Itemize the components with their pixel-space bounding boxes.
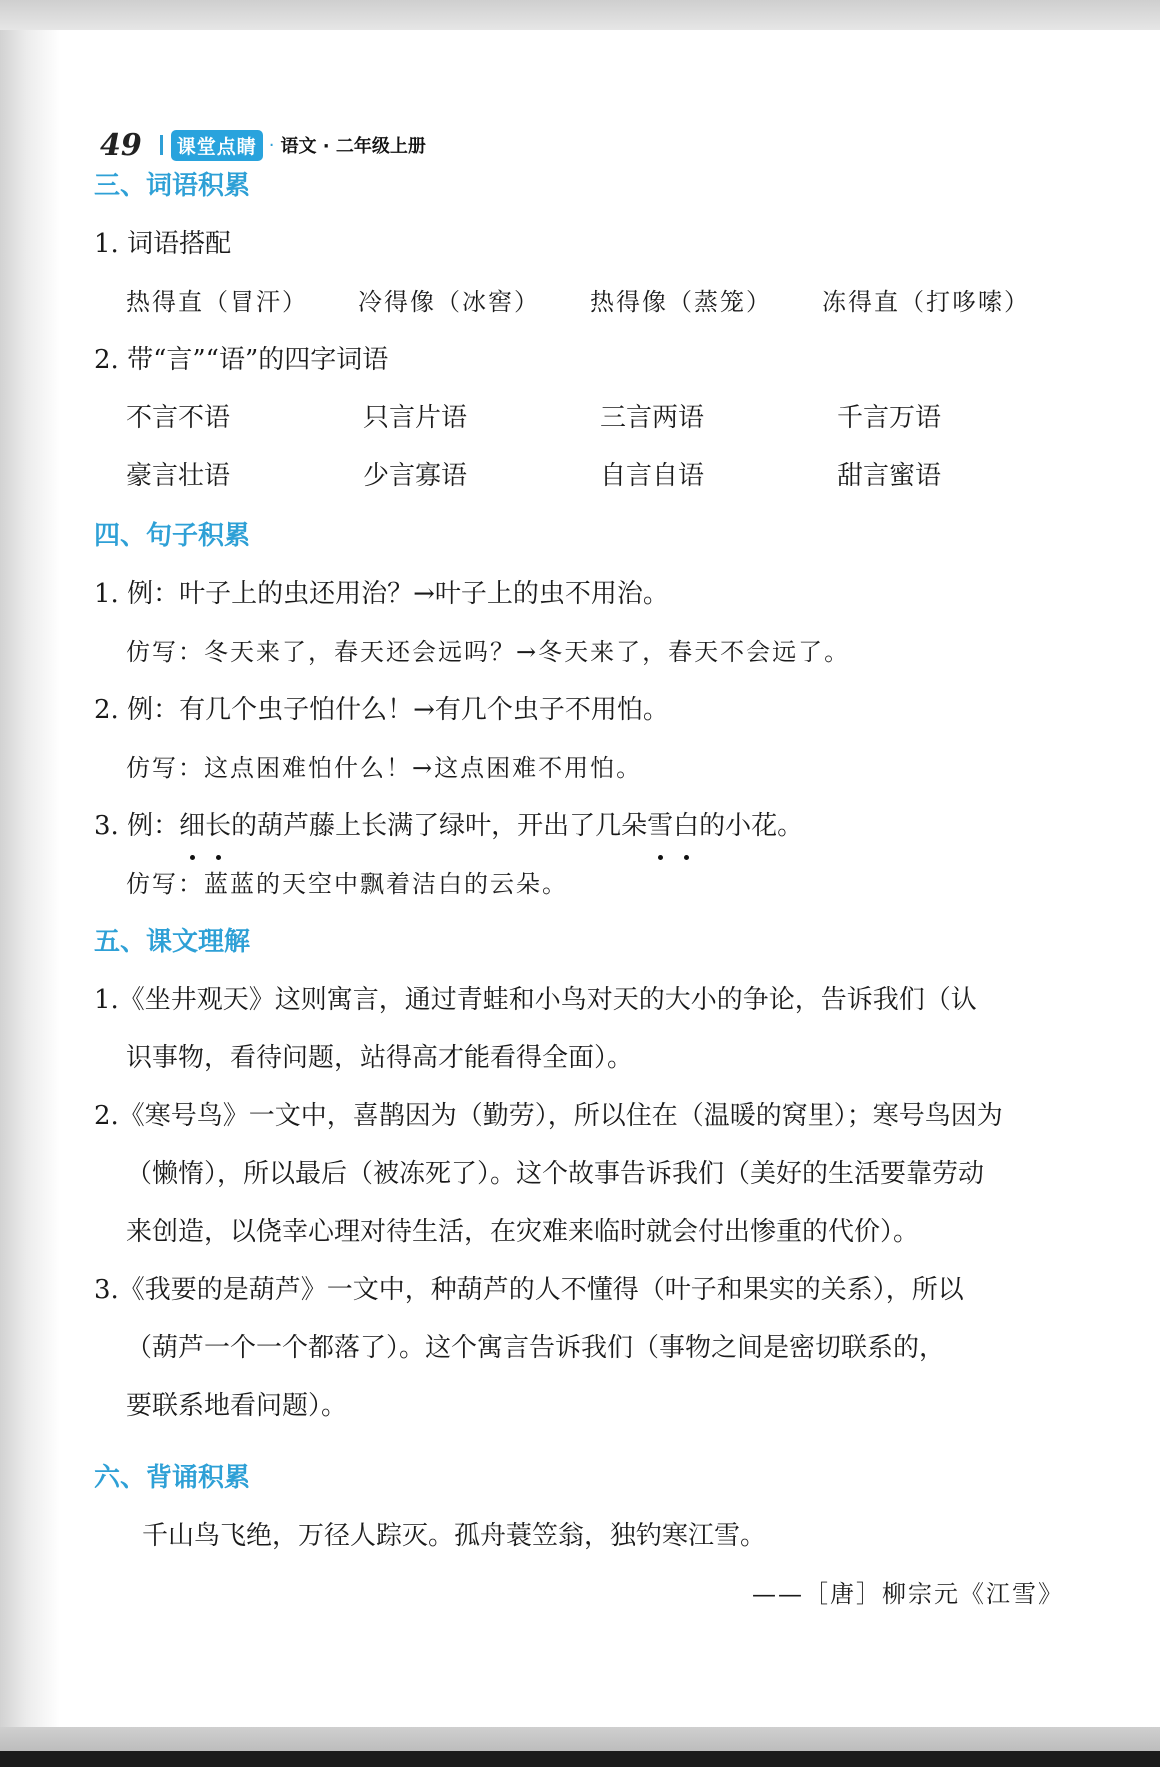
- imitation-answer: 仿写：冬天来了，春天还会远吗？→冬天来了，春天不会远了。: [126, 638, 851, 666]
- viewer-top-band: [0, 0, 1160, 30]
- emphasized-char: 长: [205, 811, 232, 841]
- idiom-row: [94, 447, 1074, 505]
- viewer-bottom-band: [0, 1727, 1160, 1767]
- section-title: 五、课文理解: [94, 927, 251, 957]
- question-label: 1. 词语搭配: [94, 229, 232, 259]
- section-title: 六、背诵积累: [94, 1463, 251, 1493]
- paragraph-line: 来创造，以侥幸心理对待生活，在灾难来临时就会付出惨重的代价）。: [126, 1217, 920, 1247]
- imitation-answer: 仿写：这点困难怕什么！→这点困难不用怕。: [126, 754, 643, 782]
- emphasized-char: 雪: [647, 811, 674, 841]
- section-recitation: [94, 1449, 1074, 1623]
- poem-source: ——［唐］柳宗元《江雪》: [752, 1580, 1064, 1608]
- word-pair: 热得直（冒汗）: [126, 288, 308, 316]
- paragraph-line: 要联系地看问题）。: [126, 1391, 348, 1421]
- header-dot: ·: [268, 134, 275, 156]
- word-pair: 热得像（蒸笼）: [590, 288, 772, 316]
- example-sentence: 1. 例：叶子上的虫还用治？→叶子上的虫不用治。: [94, 579, 669, 609]
- paragraph-line: 识事物，看待问题，站得高才能看得全面）。: [126, 1043, 634, 1073]
- imitation-answer: 仿写：蓝蓝的天空中飘着洁白的云朵。: [126, 870, 568, 898]
- idiom-row: [94, 389, 1074, 447]
- section-title: 四、句子积累: [94, 521, 251, 551]
- idiom: 自言自语: [600, 461, 705, 491]
- word-pair: 冻得直（打哆嗦）: [822, 288, 1030, 316]
- section-title: 三、词语积累: [94, 171, 251, 201]
- book-subtitle: 语文 · 二年级上册: [280, 136, 426, 157]
- idiom: 三言两语: [600, 403, 705, 433]
- section-comprehension: [94, 913, 1074, 1435]
- idiom: 少言寡语: [363, 461, 468, 491]
- example-prefix: 3. 例：: [94, 811, 180, 841]
- word-pair: 冷得像（冰窖）: [358, 288, 540, 316]
- section-vocabulary: [94, 157, 1074, 505]
- paragraph-line: 3.《我要的是葫芦》一文中，种葫芦的人不懂得（叶子和果实的关系），所以: [94, 1275, 964, 1305]
- example-suffix: 的小花。: [699, 811, 804, 841]
- series-badge: 课堂点睛: [171, 130, 263, 161]
- question-label: 2. 带“言”“语”的四字词语: [94, 345, 389, 375]
- section-sentences: [94, 507, 1074, 913]
- poem-text: 千山鸟飞绝，万径人踪灭。孤舟蓑笠翁，独钓寒江雪。: [142, 1521, 767, 1551]
- emphasized-char: 白: [673, 811, 700, 841]
- emphasized-char: 细: [179, 811, 206, 841]
- paragraph-line: （懒惰），所以最后（被冻死了）。这个故事告诉我们（美好的生活要靠劳动: [126, 1159, 985, 1189]
- header-divider: [160, 135, 163, 155]
- paragraph-line: 2.《寒号鸟》一文中，喜鹊因为（勤劳），所以住在（温暖的窝里）；寒号鸟因为: [94, 1101, 1003, 1131]
- example-sentence: [94, 797, 1074, 855]
- idiom: 不言不语: [126, 403, 231, 433]
- example-middle: 的葫芦藤上长满了绿叶，开出了几朵: [231, 811, 648, 841]
- idiom: 甜言蜜语: [837, 461, 942, 491]
- idiom: 只言片语: [363, 403, 468, 433]
- paragraph-line: 1.《坐井观天》这则寓言，通过青蛙和小鸟对天的大小的争论，告诉我们（认: [94, 985, 977, 1015]
- page-number: 49: [100, 127, 142, 163]
- answer-row: [94, 273, 1074, 331]
- paragraph-line: （葫芦一个一个都落了）。这个寓言告诉我们（事物之间是密切联系的，: [126, 1333, 946, 1363]
- page-binding-shadow: [0, 30, 60, 1727]
- example-sentence: 2. 例：有几个虫子怕什么！→有几个虫子不用怕。: [94, 695, 669, 725]
- idiom: 千言万语: [837, 403, 942, 433]
- idiom: 豪言壮语: [126, 461, 231, 491]
